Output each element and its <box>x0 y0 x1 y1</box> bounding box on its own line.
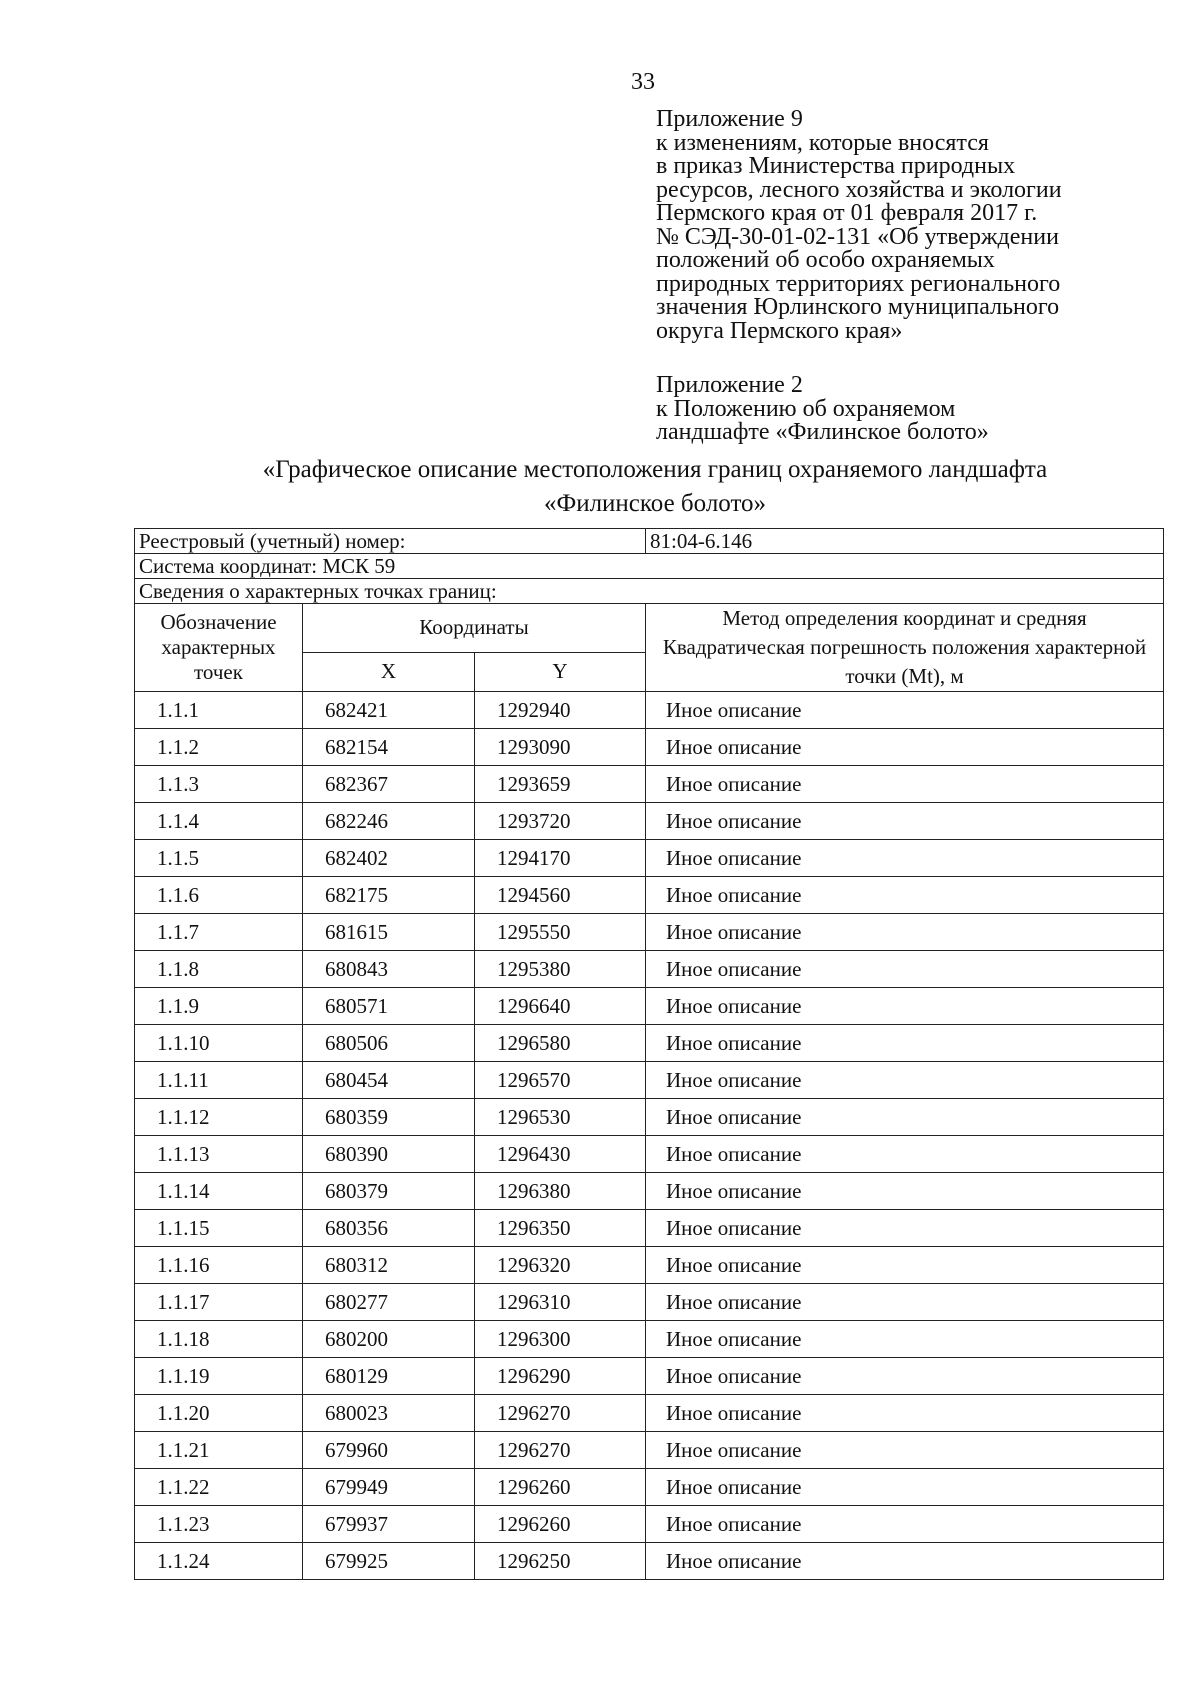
point-id: 1.1.6 <box>135 877 303 914</box>
point-id: 1.1.14 <box>135 1173 303 1210</box>
point-method: Иное описание <box>646 877 1164 914</box>
coord-system: Система координат: МСК 59 <box>135 554 1164 579</box>
document-title <box>130 453 1180 521</box>
point-y: 1296380 <box>475 1173 646 1210</box>
points-info: Сведения о характерных точках границ: <box>135 579 1164 604</box>
table-row <box>135 1025 1164 1062</box>
point-id: 1.1.22 <box>135 1469 303 1506</box>
table-row <box>135 1506 1164 1543</box>
point-y: 1296270 <box>475 1432 646 1469</box>
point-id: 1.1.21 <box>135 1432 303 1469</box>
annex-9-line: Приложение 9 <box>656 106 803 132</box>
point-x: 680129 <box>303 1358 475 1395</box>
point-id: 1.1.23 <box>135 1506 303 1543</box>
document-title-line-1: «Графическое описание местоположения границ охраняемого ландшафта <box>262 456 1048 483</box>
point-x: 680843 <box>303 951 475 988</box>
table-row <box>135 729 1164 766</box>
point-id: 1.1.8 <box>135 951 303 988</box>
point-y: 1296570 <box>475 1062 646 1099</box>
point-id: 1.1.12 <box>135 1099 303 1136</box>
point-id: 1.1.20 <box>135 1395 303 1432</box>
point-method: Иное описание <box>646 951 1164 988</box>
point-y: 1294560 <box>475 877 646 914</box>
point-method: Иное описание <box>646 1062 1164 1099</box>
point-id: 1.1.5 <box>135 840 303 877</box>
header-coordinates: Координаты <box>303 604 646 653</box>
annex-9-line: ресурсов, лесного хозяйства и экологии <box>656 176 1062 203</box>
point-y: 1294170 <box>475 840 646 877</box>
point-id: 1.1.18 <box>135 1321 303 1358</box>
table-row <box>135 914 1164 951</box>
annex-9-line: Пермского края от 01 февраля 2017 г. <box>656 200 1038 226</box>
point-x: 682421 <box>303 692 475 729</box>
annex-9-header <box>656 108 1176 343</box>
table-row <box>135 803 1164 840</box>
annex-2-line: к Положению об охраняемом <box>656 395 956 422</box>
point-method: Иное описание <box>646 1173 1164 1210</box>
point-method: Иное описание <box>646 803 1164 840</box>
point-x: 680023 <box>303 1395 475 1432</box>
point-id: 1.1.17 <box>135 1284 303 1321</box>
point-x: 680379 <box>303 1173 475 1210</box>
point-id: 1.1.24 <box>135 1543 303 1580</box>
annex-9-line: природных территориях регионального <box>656 270 1061 297</box>
point-method: Иное описание <box>646 1358 1164 1395</box>
point-x: 680200 <box>303 1321 475 1358</box>
point-method: Иное описание <box>646 1432 1164 1469</box>
boundary-points-table <box>134 528 1164 1580</box>
annex-9-line: к изменениям, которые вносятся <box>656 129 989 156</box>
registry-value: 81:04-6.146 <box>646 529 1164 554</box>
point-y: 1296290 <box>475 1358 646 1395</box>
point-x: 680312 <box>303 1247 475 1284</box>
point-y: 1295550 <box>475 914 646 951</box>
point-y: 1296260 <box>475 1469 646 1506</box>
header-y: Y <box>475 652 646 691</box>
point-x: 680506 <box>303 1025 475 1062</box>
annex-2-header <box>656 374 1176 445</box>
header-x: X <box>303 652 475 691</box>
page-number: 33 <box>631 69 655 95</box>
table-row <box>135 1395 1164 1432</box>
point-y: 1295380 <box>475 951 646 988</box>
point-x: 679925 <box>303 1543 475 1580</box>
point-id: 1.1.2 <box>135 729 303 766</box>
point-method: Иное описание <box>646 840 1164 877</box>
point-method: Иное описание <box>646 1395 1164 1432</box>
point-x: 682402 <box>303 840 475 877</box>
table-row <box>135 1062 1164 1099</box>
point-method: Иное описание <box>646 766 1164 803</box>
table-row <box>135 1247 1164 1284</box>
point-method: Иное описание <box>646 1025 1164 1062</box>
point-y: 1296270 <box>475 1395 646 1432</box>
point-id: 1.1.15 <box>135 1210 303 1247</box>
annex-2-line: Приложение 2 <box>656 372 803 398</box>
point-id: 1.1.4 <box>135 803 303 840</box>
table-row <box>135 1321 1164 1358</box>
point-id: 1.1.16 <box>135 1247 303 1284</box>
point-x: 680359 <box>303 1099 475 1136</box>
point-method: Иное описание <box>646 1321 1164 1358</box>
point-x: 682246 <box>303 803 475 840</box>
header-method: Метод определения координат и средняя Квадратическая погрешность положения характерной точки (Mt), м <box>646 604 1164 692</box>
point-y: 1296640 <box>475 988 646 1025</box>
point-method: Иное описание <box>646 914 1164 951</box>
table-row <box>135 1099 1164 1136</box>
document-title-line-2: «Филинское болото» <box>543 490 767 517</box>
table-row <box>135 1173 1164 1210</box>
point-y: 1296320 <box>475 1247 646 1284</box>
point-x: 679949 <box>303 1469 475 1506</box>
point-y: 1296430 <box>475 1136 646 1173</box>
point-method: Иное описание <box>646 1210 1164 1247</box>
point-method: Иное описание <box>646 1099 1164 1136</box>
registry-row <box>135 529 1164 554</box>
table-row <box>135 692 1164 729</box>
point-method: Иное описание <box>646 1284 1164 1321</box>
table-row <box>135 988 1164 1025</box>
point-x: 679960 <box>303 1432 475 1469</box>
point-method: Иное описание <box>646 729 1164 766</box>
point-method: Иное описание <box>646 1247 1164 1284</box>
point-y: 1296310 <box>475 1284 646 1321</box>
annex-9-line: положений об особо охраняемых <box>656 247 995 273</box>
point-x: 682367 <box>303 766 475 803</box>
table-row <box>135 1432 1164 1469</box>
point-y: 1292940 <box>475 692 646 729</box>
point-id: 1.1.3 <box>135 766 303 803</box>
table-row <box>135 1543 1164 1580</box>
point-y: 1296530 <box>475 1099 646 1136</box>
point-id: 1.1.13 <box>135 1136 303 1173</box>
point-x: 681615 <box>303 914 475 951</box>
point-id: 1.1.1 <box>135 692 303 729</box>
point-x: 680277 <box>303 1284 475 1321</box>
table-row <box>135 840 1164 877</box>
annex-9-line: в приказ Министерства природных <box>656 153 1016 179</box>
point-method: Иное описание <box>646 1506 1164 1543</box>
point-y: 1296250 <box>475 1543 646 1580</box>
annex-9-line: округа Пермского края» <box>656 317 903 344</box>
point-y: 1293659 <box>475 766 646 803</box>
header-row-1 <box>135 604 1164 653</box>
point-x: 680390 <box>303 1136 475 1173</box>
point-id: 1.1.9 <box>135 988 303 1025</box>
table-row <box>135 766 1164 803</box>
point-y: 1296580 <box>475 1025 646 1062</box>
table-row <box>135 1358 1164 1395</box>
point-x: 680356 <box>303 1210 475 1247</box>
table-row <box>135 877 1164 914</box>
point-x: 682154 <box>303 729 475 766</box>
point-id: 1.1.10 <box>135 1025 303 1062</box>
point-method: Иное описание <box>646 692 1164 729</box>
point-y: 1296260 <box>475 1506 646 1543</box>
header-designation: Обозначение характерных точек <box>135 604 303 692</box>
annex-9-line: № СЭД-30-01-02-131 «Об утверждении <box>656 223 1059 250</box>
table-row <box>135 1136 1164 1173</box>
point-method: Иное описание <box>646 1469 1164 1506</box>
point-x: 679937 <box>303 1506 475 1543</box>
registry-label: Реестровый (учетный) номер: <box>135 529 646 554</box>
point-x: 680454 <box>303 1062 475 1099</box>
point-x: 680571 <box>303 988 475 1025</box>
point-id: 1.1.7 <box>135 914 303 951</box>
annex-9-line: значения Юрлинского муниципального <box>656 294 1060 320</box>
point-y: 1293090 <box>475 729 646 766</box>
point-y: 1296350 <box>475 1210 646 1247</box>
point-y: 1293720 <box>475 803 646 840</box>
table-row <box>135 1469 1164 1506</box>
point-x: 682175 <box>303 877 475 914</box>
table-row <box>135 1210 1164 1247</box>
points-info-row <box>135 579 1164 604</box>
point-method: Иное описание <box>646 1543 1164 1580</box>
point-method: Иное описание <box>646 1136 1164 1173</box>
coord-system-row <box>135 554 1164 579</box>
table-row <box>135 951 1164 988</box>
point-method: Иное описание <box>646 988 1164 1025</box>
point-id: 1.1.11 <box>135 1062 303 1099</box>
point-id: 1.1.19 <box>135 1358 303 1395</box>
table-row <box>135 1284 1164 1321</box>
annex-2-line: ландшафте «Филинское болото» <box>656 419 989 445</box>
point-y: 1296300 <box>475 1321 646 1358</box>
